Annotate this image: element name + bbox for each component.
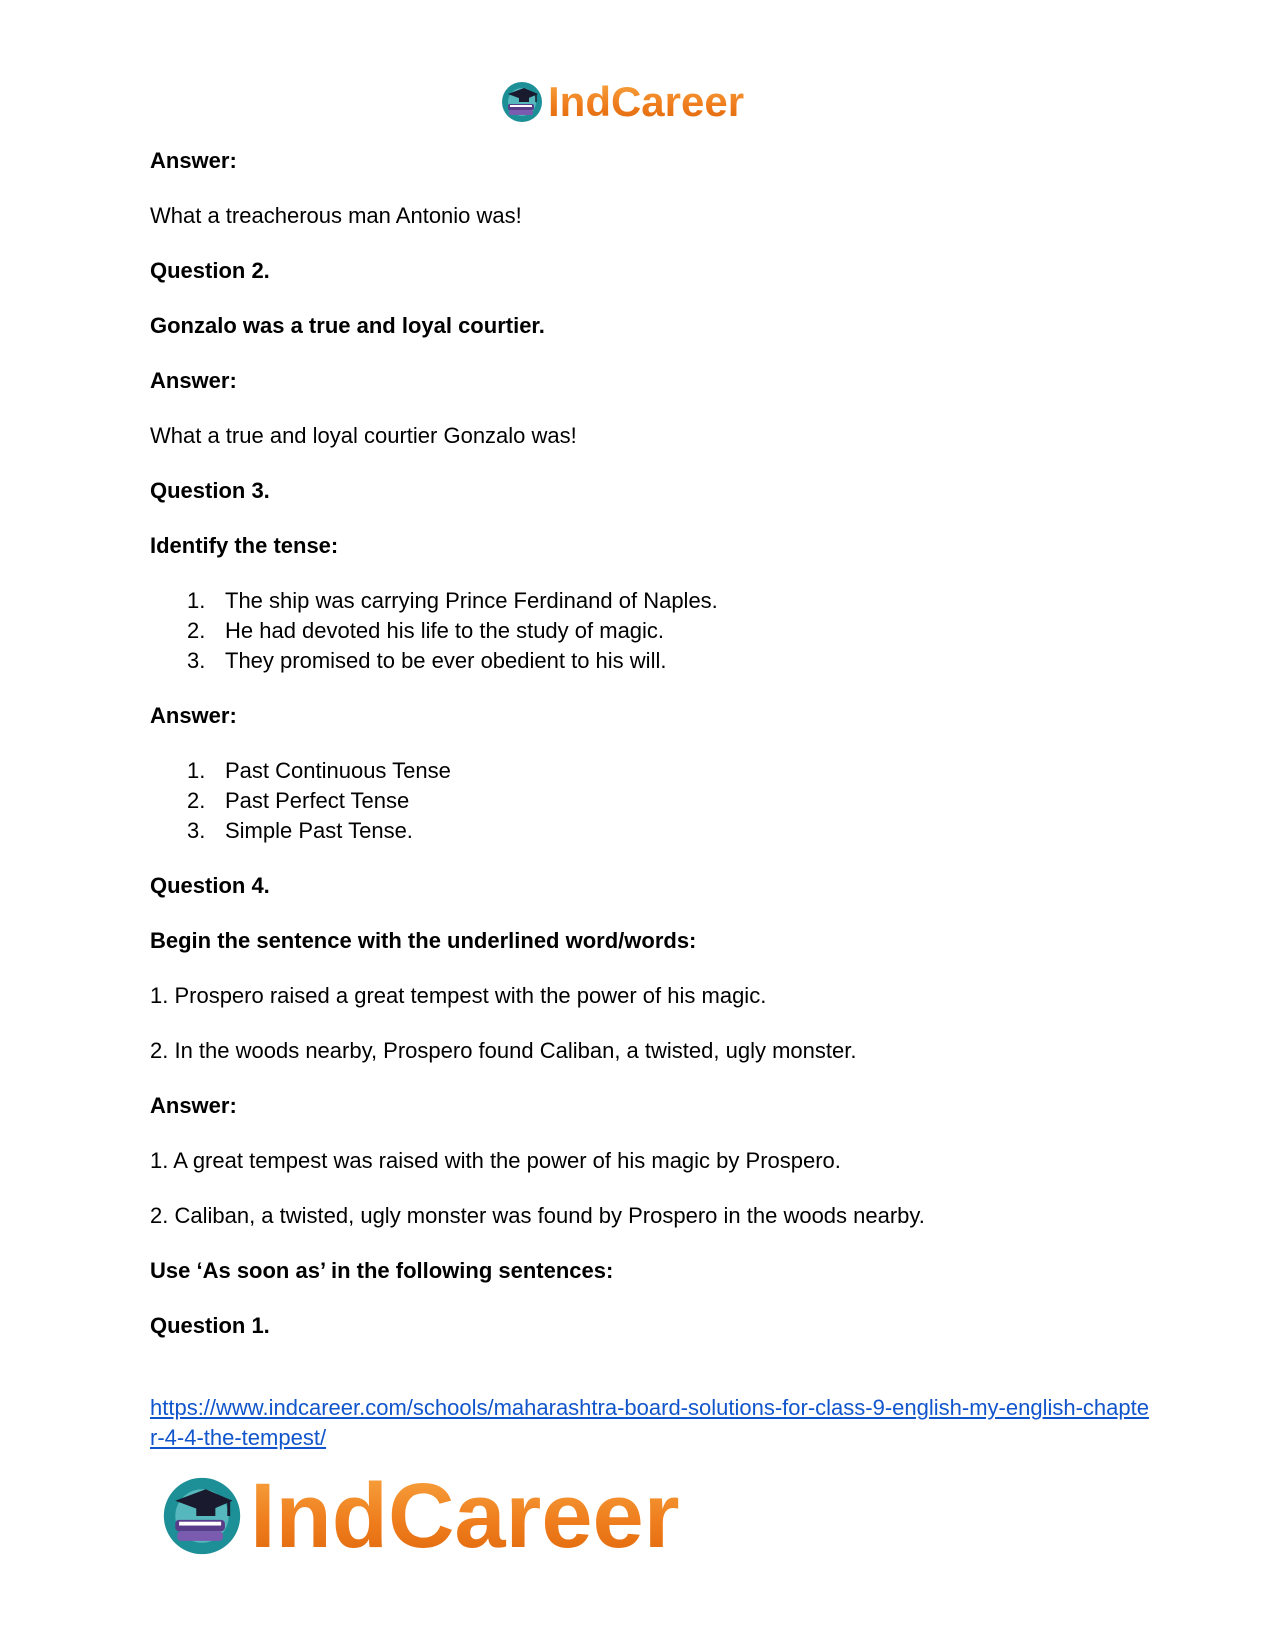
answer-label: Answer: xyxy=(150,703,237,728)
numbered-list xyxy=(150,756,1150,846)
graduation-cap-books-icon xyxy=(500,80,544,124)
document-body xyxy=(150,146,1150,1341)
footer-logo xyxy=(160,1466,680,1566)
source-link[interactable]: https://www.indcareer.com/schools/maharashtra-board-solutions-for-class-9-english-my-english-chapter-4-4-the-tempest/ xyxy=(150,1395,1149,1450)
question-heading: Question 1. xyxy=(150,1313,270,1338)
list-item: 2. He had devoted his life to the study of magic. xyxy=(187,618,665,643)
answer-text: What a true and loyal courtier Gonzalo was! xyxy=(150,423,577,448)
question-heading: Question 3. xyxy=(150,478,270,503)
list-item: 3. They promised to be ever obedient to his will. xyxy=(187,648,667,673)
logo-text: IndCareer xyxy=(250,1465,680,1567)
sentence-text: 2. In the woods nearby, Prospero found Caliban, a twisted, ugly monster. xyxy=(150,1038,857,1063)
list-item: 1. The ship was carrying Prince Ferdinand of Naples. xyxy=(187,588,718,613)
question-text: Identify the tense: xyxy=(150,533,339,558)
list-item: 3. Simple Past Tense. xyxy=(187,818,413,843)
question-heading: Question 4. xyxy=(150,873,270,898)
question-text: Gonzalo was a true and loyal courtier. xyxy=(150,313,545,338)
answer-text: 1. A great tempest was raised with the power of his magic by Prospero. xyxy=(150,1148,841,1173)
answer-text: What a treacherous man Antonio was! xyxy=(150,203,522,228)
sentence-text: 1. Prospero raised a great tempest with the power of his magic. xyxy=(150,983,767,1008)
header-logo xyxy=(500,78,744,126)
logo-text: IndCareer xyxy=(548,78,745,125)
question-text: Begin the sentence with the underlined word/words: xyxy=(150,928,697,953)
answer-label: Answer: xyxy=(150,368,237,393)
graduation-cap-books-icon xyxy=(160,1474,244,1558)
question-heading: Question 2. xyxy=(150,258,270,283)
section-heading: Use ‘As soon as’ in the following sentences: xyxy=(150,1258,614,1283)
answer-label: Answer: xyxy=(150,148,237,173)
numbered-list xyxy=(150,586,1150,676)
answer-label: Answer: xyxy=(150,1093,237,1118)
answer-text: 2. Caliban, a twisted, ugly monster was found by Prospero in the woods nearby. xyxy=(150,1203,925,1228)
footer-link-block xyxy=(150,1393,1150,1453)
list-item: 1. Past Continuous Tense xyxy=(187,758,451,783)
list-item: 2. Past Perfect Tense xyxy=(187,788,410,813)
